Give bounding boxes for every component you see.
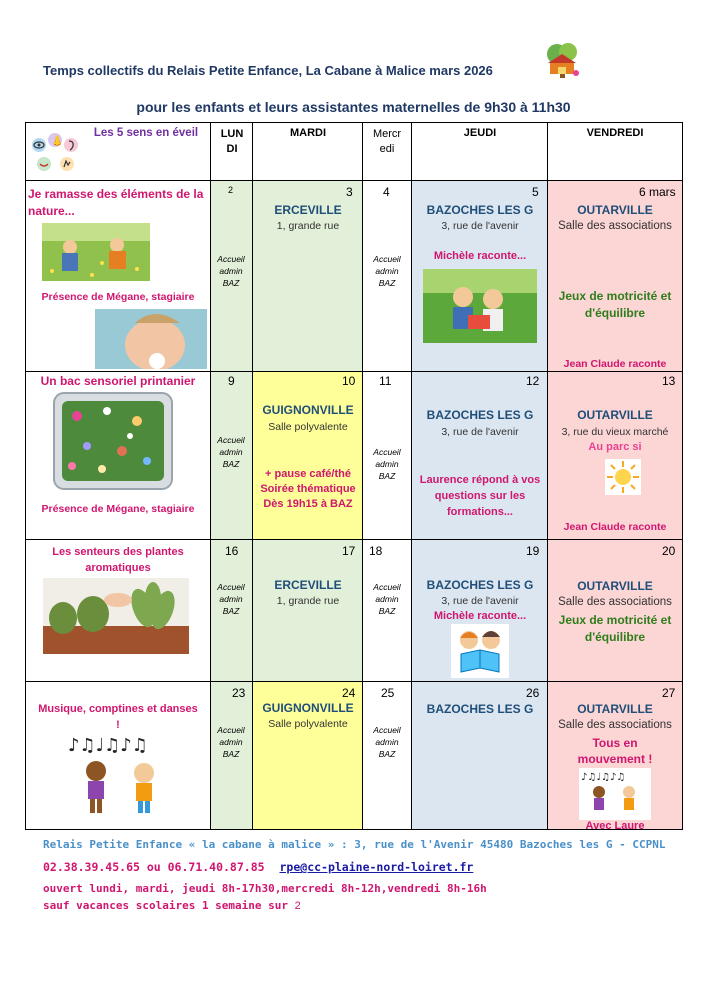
calendar-table xyxy=(25,122,683,830)
kids-reading-icon xyxy=(451,624,509,678)
tuesday-note: + pause café/thé Soirée thématique Dès 19h15 à BAZ xyxy=(260,468,356,510)
header-monday: LUN DI xyxy=(220,128,244,155)
friday-column-bg xyxy=(548,181,682,829)
town-name: GUIGNONVILLE xyxy=(262,701,354,715)
friday-note: Tous en mouvement ! xyxy=(577,736,653,766)
footer-contact xyxy=(43,860,473,874)
day-num: 11 xyxy=(379,374,392,388)
accueil-note: Accueil admin BAZ xyxy=(373,725,401,759)
day-num: 18 xyxy=(369,544,383,558)
day-num: 4 xyxy=(383,185,390,199)
day-num: 17 xyxy=(342,544,356,558)
friday-note2: Avec Laure xyxy=(585,820,645,832)
town-name: OUTARVILLE xyxy=(577,579,653,593)
footer-email-link[interactable]: rpe@cc-plaine-nord-loiret.fr xyxy=(279,860,474,874)
header-wednesday: Mercr edi xyxy=(372,128,402,155)
footer-phones: 02.38.39.45.65 ou 06.71.40.87.85 xyxy=(43,860,265,874)
day-num: 23 xyxy=(232,686,246,700)
footer-hours: ouvert lundi, mardi, jeudi 8h-17h30,mercredi 8h-12h,vendredi 8h-16h xyxy=(43,882,487,895)
footer-holidays-num: 2 xyxy=(294,900,301,912)
thursday-note: Laurence répond à vos questions sur les formations... xyxy=(419,474,541,518)
address: 1, grande rue xyxy=(276,220,340,232)
page-title: Temps collectifs du Relais Petite Enfance, La Cabane à Malice mars 2026 xyxy=(43,63,493,78)
town-name: OUTARVILLE xyxy=(577,203,653,217)
day-num: 24 xyxy=(342,686,356,700)
day-num: 19 xyxy=(526,544,540,558)
day-num: 26 xyxy=(526,686,540,700)
town-name: BAZOCHES LES G xyxy=(426,408,534,422)
day-num: 25 xyxy=(381,686,395,700)
day-num: 5 xyxy=(532,185,539,199)
town-name: OUTARVILLE xyxy=(577,408,653,422)
accueil-note: Accueil admin BAZ xyxy=(217,254,245,288)
address: Salle polyvalente xyxy=(268,718,348,730)
header-friday: VENDREDI xyxy=(586,127,644,139)
tuesday-week3-bg xyxy=(253,540,363,682)
sun-icon xyxy=(605,459,641,495)
accueil-note: Accueil admin BAZ xyxy=(373,582,401,616)
accueil-note: Accueil admin BAZ xyxy=(217,435,245,469)
page-subtitle: pour les enfants et leurs assistantes maternelles de 9h30 à 11h30 xyxy=(136,99,571,115)
friday-note: Au parc si xyxy=(588,441,642,453)
accueil-note: Accueil admin BAZ xyxy=(217,582,245,616)
thursday-note: Michèle raconte... xyxy=(433,250,527,262)
town-name: BAZOCHES LES G xyxy=(426,702,534,716)
five-senses-icon xyxy=(29,131,83,177)
svg-text:👃: 👃 xyxy=(51,136,64,147)
day-num: 27 xyxy=(662,686,676,700)
photo-children-nature xyxy=(42,223,150,281)
day-num: 2 xyxy=(228,185,234,195)
address: Salle polyvalente xyxy=(268,421,348,433)
theme-label: Les 5 sens en éveil xyxy=(93,127,199,139)
address: 3, rue de l'avenir xyxy=(441,426,519,438)
address: Salle des associations xyxy=(558,220,672,232)
friday-note: Jeux de motricité et d'équilibre xyxy=(558,613,672,644)
week1-activity: Je ramasse des éléments de la nature... xyxy=(28,187,204,218)
header-thursday: JEUDI xyxy=(463,127,497,139)
photo-aromatic-plants xyxy=(43,578,189,654)
day-num: 9 xyxy=(228,374,235,388)
friday-note2: Jean Claude raconte xyxy=(563,521,667,533)
friday-note2: Jean Claude raconte xyxy=(563,358,667,370)
week3-activity: Les senteurs des plantes aromatiques xyxy=(52,546,184,574)
photo-child-flower xyxy=(95,309,207,369)
town-name: ERCEVILLE xyxy=(274,203,342,217)
cabane-logo xyxy=(543,42,581,82)
address: 3, rue du vieux marché xyxy=(561,426,669,438)
accueil-note: Accueil admin BAZ xyxy=(373,447,401,481)
dancing-kids-icon xyxy=(579,768,651,820)
svg-text:♪♫♩♫♪♫: ♪♫♩♫♪♫ xyxy=(68,735,148,756)
day-num: 12 xyxy=(526,374,540,388)
week2-activity: Un bac sensoriel printanier xyxy=(40,374,196,388)
footer-address: Relais Petite Enfance « la cabane à malice » : 3, rue de l'Avenir 45480 Bazoches les G - CCPNL xyxy=(43,838,666,851)
town-name: ERCEVILLE xyxy=(274,578,342,592)
footer-holidays xyxy=(43,899,301,912)
day-num: 6 mars xyxy=(639,185,676,199)
address: Salle des associations xyxy=(558,596,672,608)
week1-presence: Présence de Mégane, stagiaire xyxy=(41,291,195,303)
day-num: 3 xyxy=(346,185,353,199)
town-name: OUTARVILLE xyxy=(577,702,653,716)
photo-sensory-bin xyxy=(52,391,174,491)
week2-presence: Présence de Mégane, stagiaire xyxy=(41,503,195,515)
footer-holidays-text: sauf vacances scolaires 1 semaine sur xyxy=(43,899,289,912)
town-name: GUIGNONVILLE xyxy=(262,403,354,417)
accueil-note: Accueil admin BAZ xyxy=(373,254,401,288)
svg-text:♪♫♩♫♪♫: ♪♫♩♫♪♫ xyxy=(581,772,626,783)
tuesday-week2-bg xyxy=(253,372,363,540)
address: 3, rue de l'avenir xyxy=(441,220,519,232)
day-num: 10 xyxy=(342,374,356,388)
day-num: 13 xyxy=(662,374,676,388)
town-name: BAZOCHES LES G xyxy=(426,578,534,592)
week4-activity: Musique, comptines et danses ! xyxy=(38,703,198,731)
music-kids-icon xyxy=(66,731,176,821)
friday-note: Jeux de motricité et d'équilibre xyxy=(558,289,672,320)
address: 3, rue de l'avenir xyxy=(441,595,519,607)
header-tuesday: MARDI xyxy=(289,127,327,139)
accueil-note: Accueil admin BAZ xyxy=(217,725,245,759)
town-name: BAZOCHES LES G xyxy=(426,203,534,217)
thursday-note: Michèle raconte... xyxy=(433,610,527,622)
day-num: 16 xyxy=(225,544,239,558)
address: Salle des associations xyxy=(558,719,672,731)
address: 1, grande rue xyxy=(276,595,340,607)
day-num: 20 xyxy=(662,544,676,558)
photo-children-reading xyxy=(423,269,537,343)
